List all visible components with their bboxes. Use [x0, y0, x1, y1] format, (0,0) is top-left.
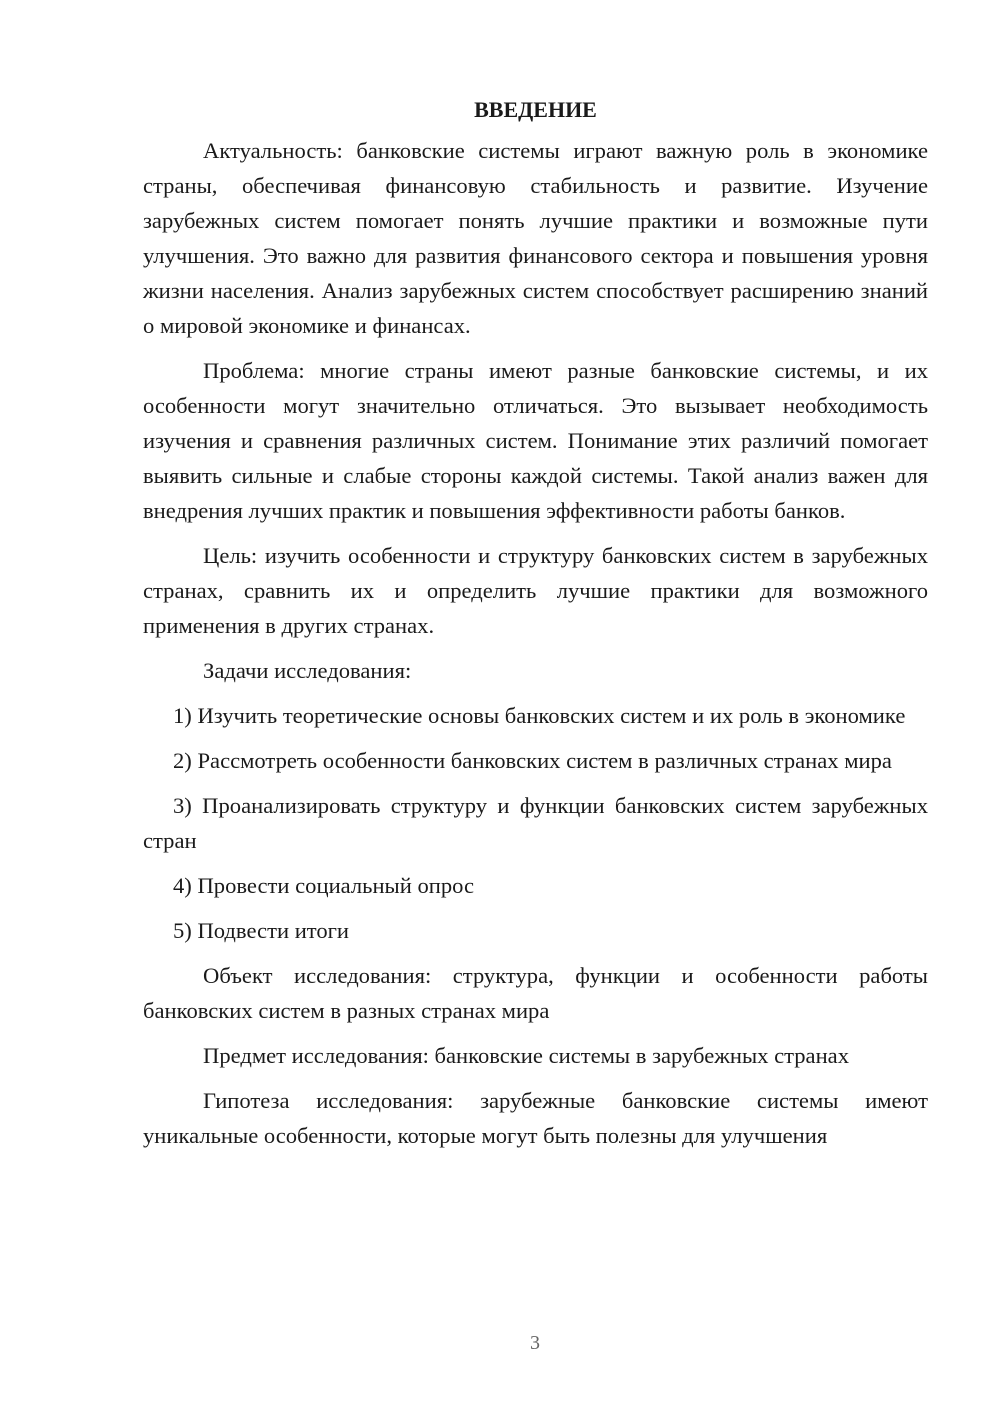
- goal-paragraph: Цель: изучить особенности и структуру банковских систем в зарубежных странах, сравнить их и определить лучшие практики для возможного применения в других странах.: [143, 543, 928, 638]
- subject-paragraph: Предмет исследования: банковские системы в зарубежных странах: [203, 1043, 849, 1068]
- object-paragraph: Объект исследования: структура, функции и особенности работы банковских систем в разных странах мира: [143, 963, 928, 1023]
- task-item-2: 2) Рассмотреть особенности банковских систем в различных странах мира: [173, 748, 892, 773]
- task-item-1: 1) Изучить теоретические основы банковских систем и их роль в экономике: [173, 703, 906, 728]
- relevance-paragraph: Актуальность: банковские системы играют важную роль в экономике страны, обеспечивая финансовую стабильность и развитие. Изучение зарубежных систем помогает понять лучшие практики и возможные пути улучшения. Это важно для развития финансового сектора и повышения уровня жизни населения. Анализ зарубежных систем способствует расширению знаний о мировой экономике и финансах.: [143, 138, 928, 338]
- tasks-heading: Задачи исследования:: [203, 658, 412, 683]
- task-item-3: 3) Проанализировать структуру и функции банковских систем зарубежных стран: [143, 793, 928, 853]
- hypothesis-paragraph: Гипотеза исследования: зарубежные банковские системы имеют уникальные особенности, которые могут быть полезны для улучшения: [143, 1088, 928, 1148]
- task-item-5: 5) Подвести итоги: [173, 918, 350, 943]
- page-number: 3: [530, 1332, 540, 1354]
- document-page: [143, 92, 928, 1163]
- page-title: ВВЕДЕНИЕ: [474, 97, 597, 122]
- problem-paragraph: Проблема: многие страны имеют разные банковские системы, и их особенности могут значительно отличаться. Это вызывает необходимость изучения и сравнения различных систем. Понимание этих различий помогает выявить сильные и слабые стороны каждой системы. Такой анализ важен для внедрения лучших практик и повышения эффективности работы банков.: [143, 358, 928, 523]
- task-item-4: 4) Провести социальный опрос: [173, 873, 475, 898]
